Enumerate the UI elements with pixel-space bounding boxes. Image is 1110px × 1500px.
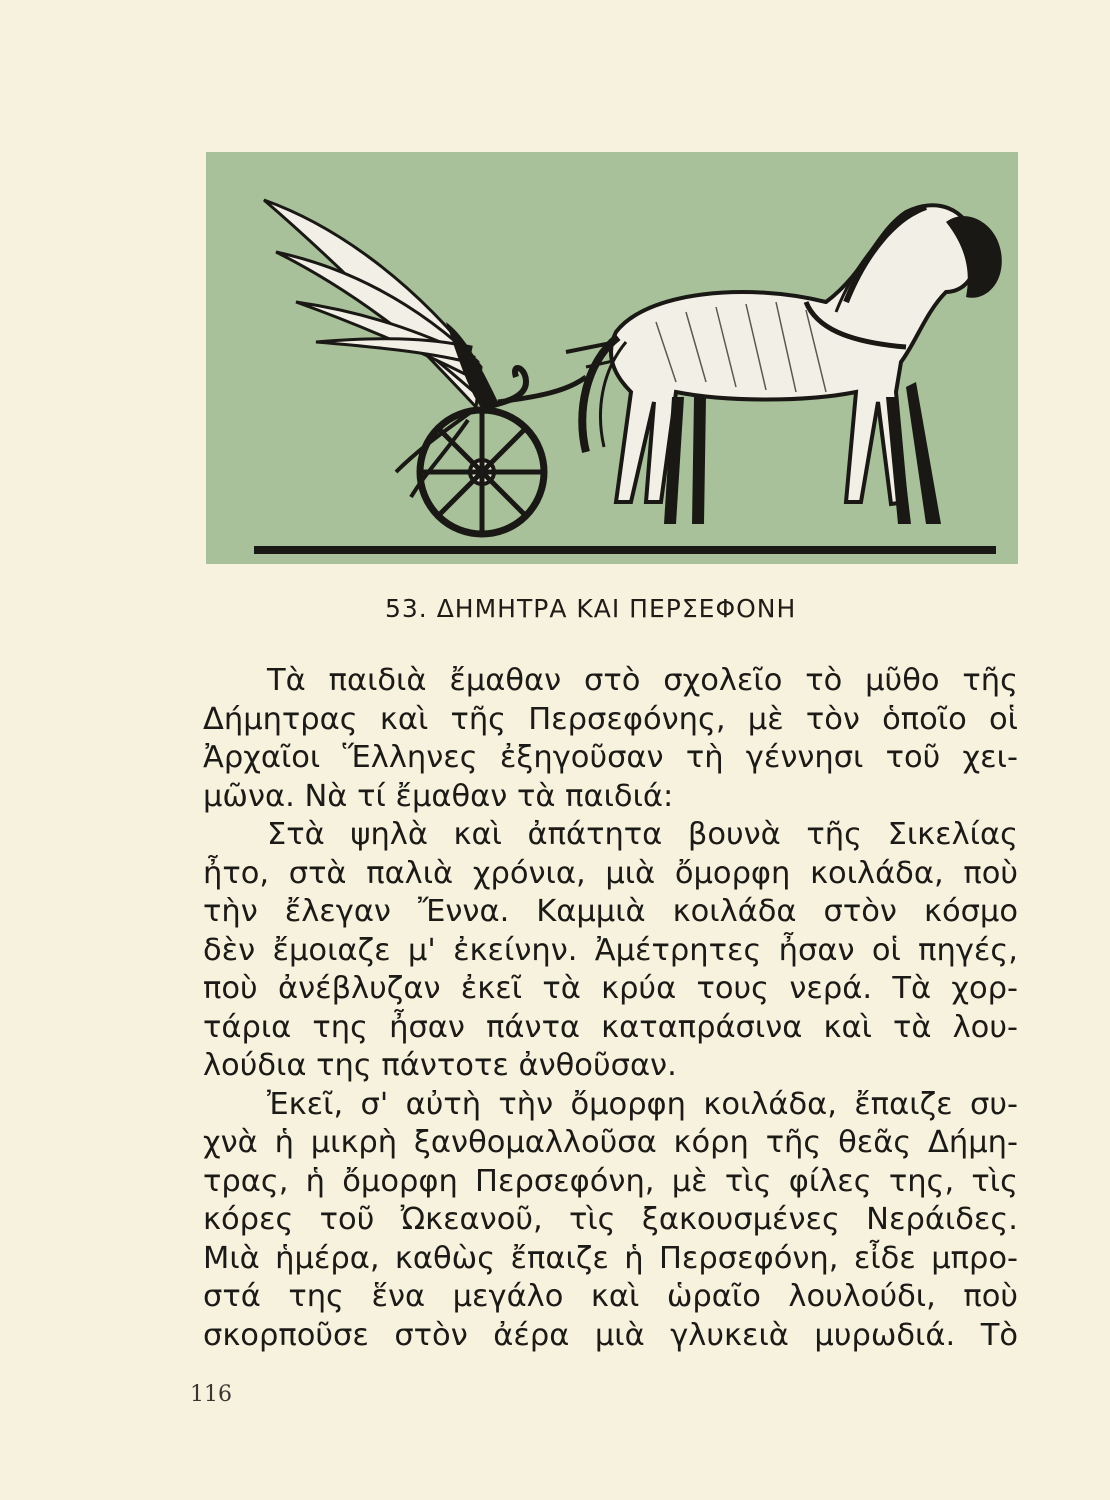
story-text	[203, 662, 1018, 1355]
text-line: δὲν ἔμοιαζε μ' ἐκείνην. Ἀμέτρητες ἦσαν οἱ πηγές,	[203, 932, 1018, 968]
text-line: κόρες τοῦ Ὠκεανοῦ, τὶς ξακουσμένες Νεράιδες.	[203, 1202, 1018, 1237]
text-line: ἦτο, στὰ παλιὰ χρόνια, μιὰ ὄμορφη κοιλάδα, ποὺ	[203, 855, 1018, 891]
text-line: μῶνα. Νὰ τί ἔμαθαν τὰ παιδιά:	[203, 778, 674, 814]
text-line: Δήμητρας καὶ τῆς Περσεφόνης, μὲ τὸν ὁποῖο οἱ	[203, 701, 1018, 737]
text-line: Ἐκεῖ, σ' αὐτὴ τὴν ὄμορφη κοιλάδα, ἔπαιζε συ-	[267, 1086, 1018, 1122]
text-line: Ἀρχαῖοι Ἕλληνες ἐξηγοῦσαν τὴ γέννησι τοῦ χει-	[203, 740, 1018, 775]
text-line: στά της ἕνα μεγάλο καὶ ὡραῖο λουλούδι, ποὺ	[203, 1279, 1018, 1314]
text-line: σκορποῦσε στὸν ἀέρα μιὰ γλυκειὰ μυρωδιά. Τὸ	[203, 1317, 1018, 1353]
text-line: τάρια της ἦσαν πάντα καταπράσινα καὶ τὰ λου-	[203, 1009, 1018, 1045]
chapter-title: 53. ΔΗΜΗΤΡΑ ΚΑΙ ΠΕΡΣΕΦΟΝΗ	[385, 594, 797, 623]
text-line: Τὰ παιδιὰ ἔμαθαν στὸ σχολεῖο τὸ μῦθο τῆς	[267, 663, 1018, 698]
text-line: τρας, ἡ ὄμορφη Περσεφόνη, μὲ τὶς φίλες της, τὶς	[203, 1163, 1018, 1199]
winged-chariot-horse-drawing	[206, 152, 1018, 564]
text-line: ποὺ ἀνέβλυζαν ἐκεῖ τὰ κρύα τους νερά. Τὰ χορ-	[203, 971, 1018, 1006]
text-line: χνὰ ἡ μικρὴ ξανθομαλλοῦσα κόρη τῆς θεᾶς Δήμη-	[203, 1125, 1018, 1160]
page-number: 116	[190, 1382, 232, 1407]
chariot-illustration	[206, 152, 1018, 564]
text-line: τὴν ἔλεγαν Ἔννα. Καμμιὰ κοιλάδα στὸν κόσμο	[203, 894, 1018, 929]
text-line: Στὰ ψηλὰ καὶ ἀπάτητα βουνὰ τῆς Σικελίας	[267, 817, 1018, 852]
text-line: Μιὰ ἡμέρα, καθὼς ἔπαιζε ἡ Περσεφόνη, εἶδε μπρο-	[203, 1240, 1018, 1276]
text-line: λούδια της πάντοτε ἀνθοῦσαν.	[203, 1048, 677, 1083]
